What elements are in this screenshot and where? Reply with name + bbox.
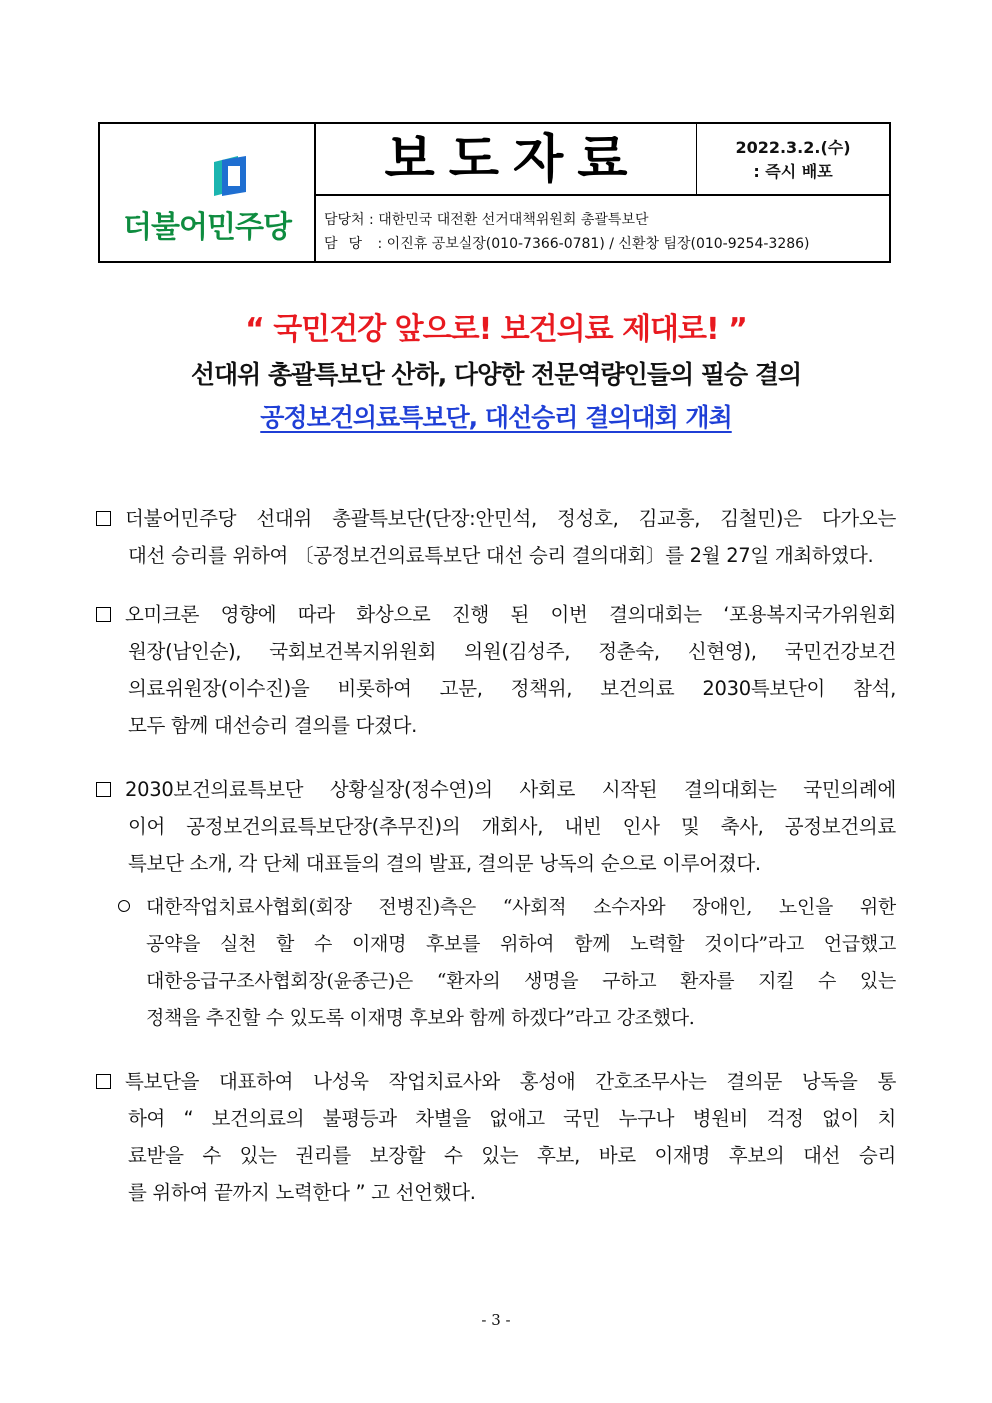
contact-dept: : 대한민국 대전환 선거대책위원회 총괄특보단 — [364, 212, 649, 228]
release-timing: : 즉시 배포 — [753, 162, 833, 181]
subparagraph-line: 공약을 실천 할 수 이재명 후보를 위하여 함께 노력할 것이다”라고 언급했고 — [146, 933, 896, 955]
party-logo — [100, 124, 316, 261]
paragraph-line: 더불어민주당 선대위 총괄특보단(단장:안민석, 정성호, 김교흥, 김철민)은 다가오는 — [96, 500, 896, 537]
subparagraph-line: 대한응급구조사협회장(윤종근)은 “환자의 생명을 구하고 환자를 지킬 수 있는 — [146, 970, 896, 992]
paragraph-line: 오미크론 영향에 따라 화상으로 진행 된 이번 결의대회는 ‘포용복지국가위원회 — [96, 596, 896, 633]
release-date-cell — [697, 124, 889, 196]
contact-person: : 이진휴 공보실장(010-7366-0781) / 신환창 팀장(010-9254-3286) — [373, 236, 810, 252]
document-title: 보도자료 — [384, 130, 642, 190]
body-paragraph-4 — [96, 1063, 896, 1211]
square-bullet-icon — [96, 607, 111, 622]
body-paragraph-3 — [96, 771, 896, 882]
paragraph-line: 2030보건의료특보단 상황실장(정수연)의 사회로 시작된 결의대회는 국민의례에 — [96, 771, 896, 808]
sub-headline: 선대위 총괄특보단 산하, 다양한 전문역량인들의 필승 결의 — [190, 360, 802, 389]
contact-dept-label: 담당처 — [324, 212, 365, 228]
release-date: 2022.3.2.(수) — [735, 138, 851, 157]
contact-person-row — [324, 232, 889, 256]
underlined-headline — [0, 398, 992, 434]
paragraph-line: 이어 공정보건의료특보단장(추무진)의 개회사, 내빈 인사 및 축사, 공정보건의료 — [128, 815, 896, 838]
paragraph-line: 모두 함께 대선승리 결의를 다졌다. — [128, 714, 418, 737]
press-release-header — [98, 122, 891, 263]
contact-dept-row — [324, 208, 889, 232]
body-paragraph-2 — [96, 596, 896, 744]
square-bullet-icon — [96, 511, 111, 526]
subparagraph-line: 대한작업치료사협회(회장 전병진)측은 “사회적 소수자와 장애인, 노인을 위한 — [118, 889, 896, 926]
body-paragraph-1 — [96, 500, 896, 574]
party-logo-text: 더불어민주당 — [123, 210, 291, 245]
paragraph-line: 원장(남인순), 국회보건복지위원회 의원(김성주, 정춘숙, 신현영), 국민건강보건 — [128, 640, 896, 663]
party-logo-icon — [208, 156, 252, 198]
square-bullet-icon — [96, 1074, 111, 1089]
main-headline: “ 국민건강 앞으로! 보건의료 제대로! ” — [245, 312, 747, 347]
contact-info — [316, 196, 889, 261]
square-bullet-icon — [96, 782, 111, 797]
subparagraph-line: 정책을 추진할 수 있도록 이재명 후보와 함께 하겠다”라고 강조했다. — [146, 1007, 695, 1029]
underlined-headline-text: 공정보건의료특보단, 대선승리 결의대회 개최 — [260, 403, 732, 432]
page-number: - 3 - — [481, 1311, 511, 1329]
quote-subparagraph — [118, 889, 896, 1037]
circle-bullet-icon — [118, 900, 130, 912]
paragraph-line: 료받을 수 있는 권리를 보장할 수 있는 후보, 바로 이재명 후보의 대선 승리 — [128, 1144, 896, 1167]
paragraph-line: 를 위하여 끝까지 노력한다 ” 고 선언했다. — [128, 1181, 476, 1204]
paragraph-line: 특보단 소개, 각 단체 대표들의 결의 발표, 결의문 낭독의 순으로 이루어졌다. — [128, 852, 761, 875]
paragraph-line: 하여 “ 보건의료의 불평등과 차별을 없애고 국민 누구나 병원비 걱정 없이 치 — [128, 1107, 896, 1130]
paragraph-line: 의료위원장(이수진)을 비롯하여 고문, 정책위, 보건의료 2030특보단이 참석, — [128, 677, 896, 700]
contact-person-label: 담당 — [324, 236, 374, 252]
paragraph-line: 특보단을 대표하여 나성욱 작업치료사와 홍성애 간호조무사는 결의문 낭독을 통 — [96, 1063, 896, 1100]
paragraph-line: 대선 승리를 위하여 〔공정보건의료특보단 대선 승리 결의대회〕를 2월 27일 개최하였다. — [128, 544, 874, 567]
document-title-cell — [316, 124, 697, 196]
